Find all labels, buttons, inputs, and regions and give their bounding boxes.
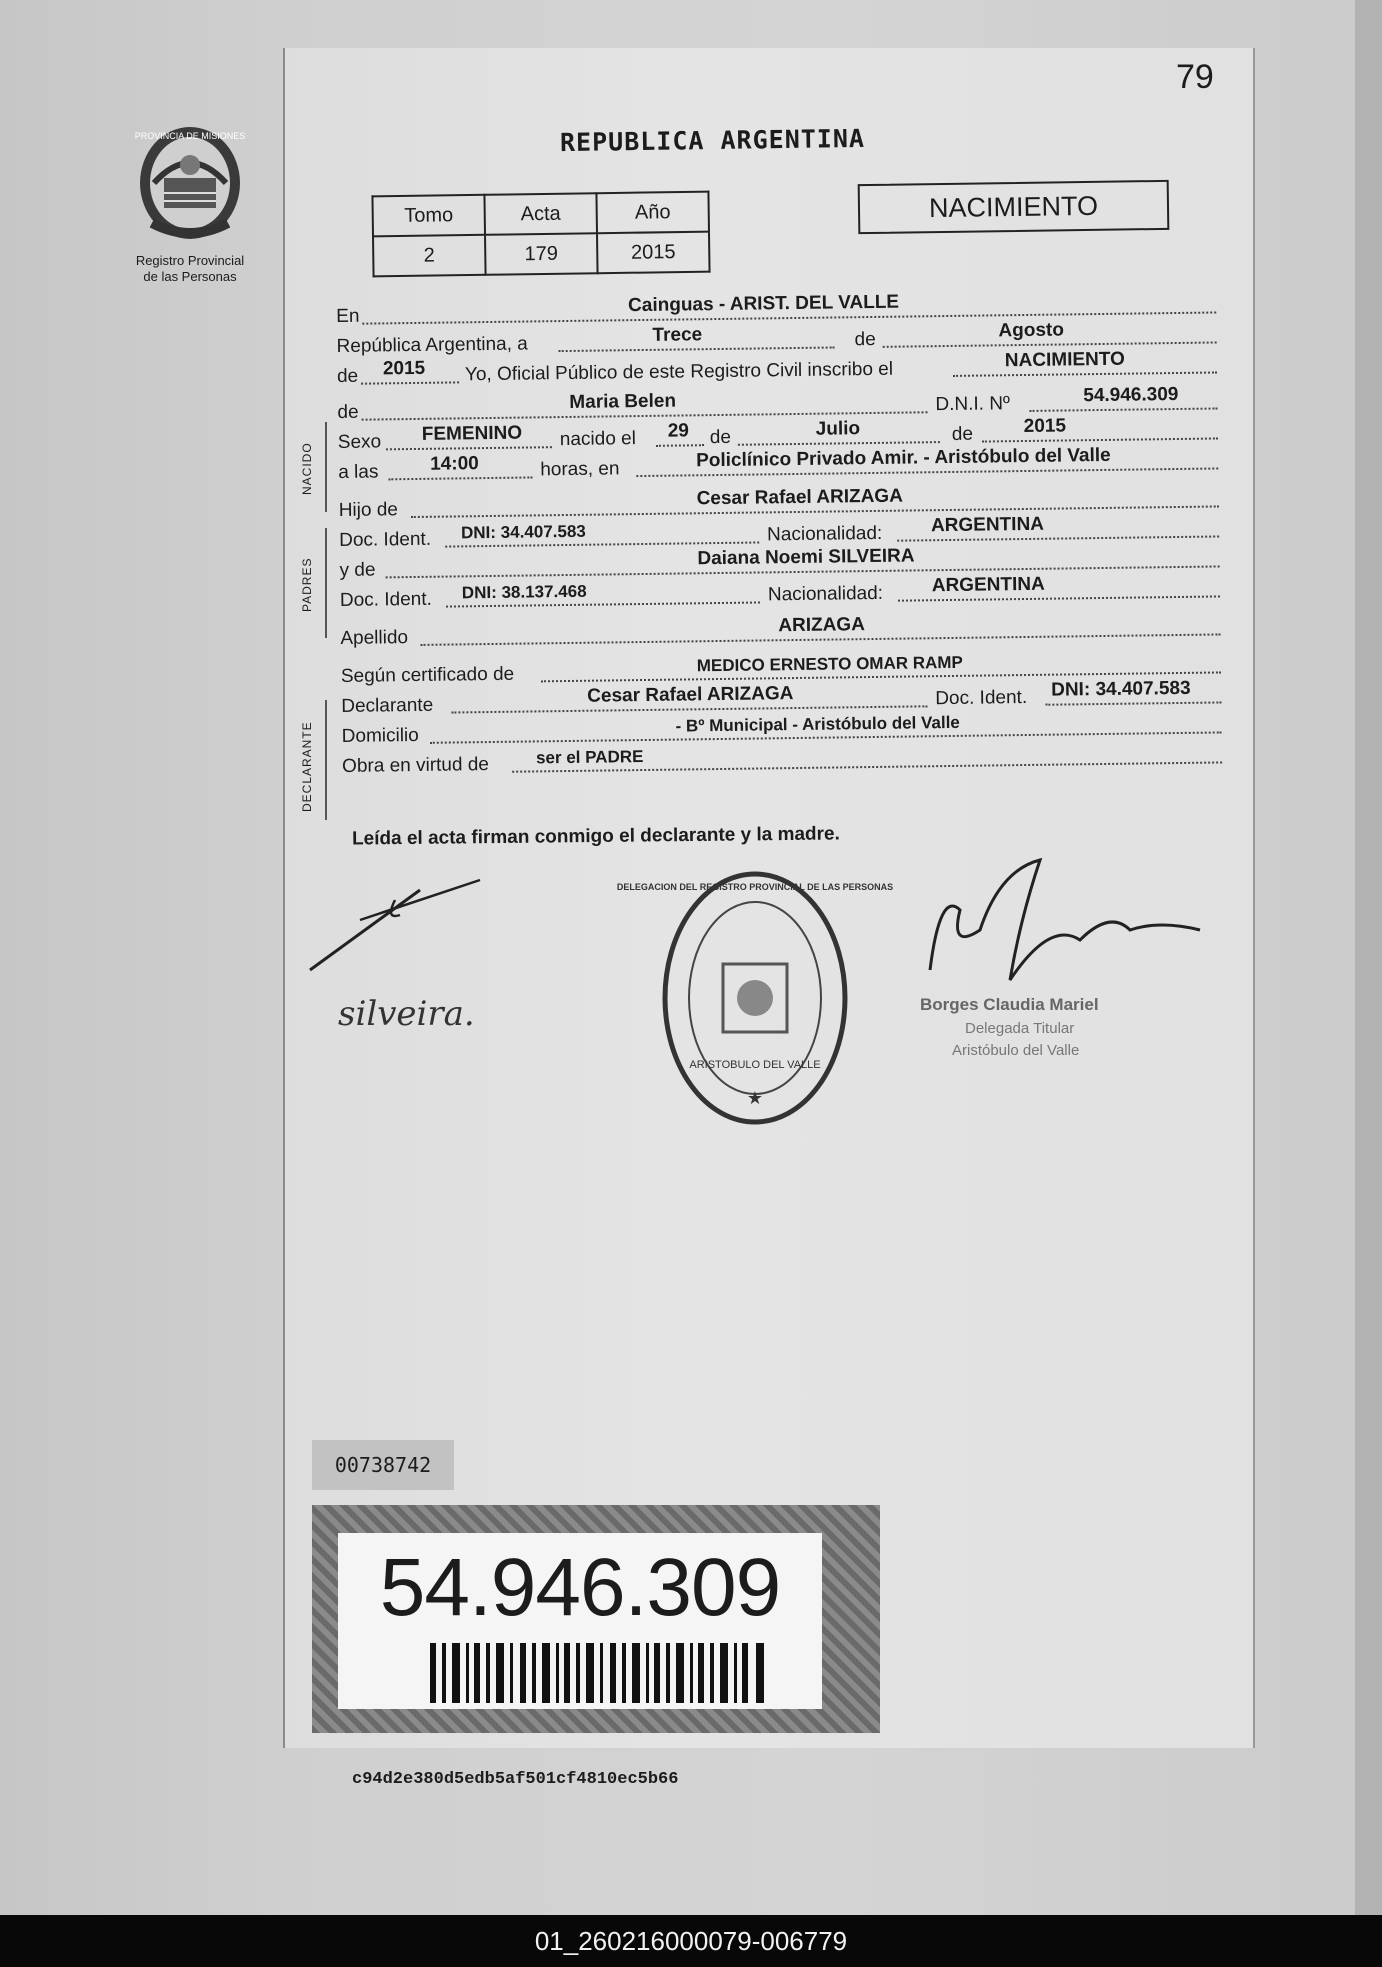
book-value-acta: 179: [485, 233, 598, 275]
month-value: Agosto: [998, 319, 1065, 342]
book-value-ano: 2015: [597, 232, 710, 274]
apellido-label: Apellido: [340, 627, 409, 649]
stamp-outer-text: DELEGACION DEL REGISTRO PROVINCIAL DE LAS PERSONAS: [616, 882, 894, 892]
mother-doc-value: DNI: 38.137.468: [461, 581, 587, 603]
yde-label: y de: [339, 559, 376, 581]
security-sticker: [312, 1505, 880, 1733]
document-hash: c94d2e380d5edb5af501cf4810ec5b66: [352, 1770, 679, 1789]
republica-label: República Argentina, a: [336, 333, 528, 357]
parents-section-bar: [325, 528, 327, 638]
year-value: 2015: [382, 357, 426, 380]
book-header-ano: Año: [596, 192, 709, 234]
act-type-value: NACIMIENTO: [1004, 348, 1125, 372]
de-label: de: [854, 328, 876, 351]
mother-name-value: Daiana Noemi SILVEIRA: [697, 545, 915, 570]
hours-label: horas, en: [540, 458, 620, 481]
birth-place-value: Policlínico Privado Amir. - Aristóbulo del Valle: [695, 444, 1111, 472]
month-dots: [883, 341, 1217, 347]
declarant-section-label: DECLARANTE: [300, 721, 314, 812]
address-value: - Bº Municipal - Aristóbulo del Valle: [675, 712, 960, 736]
book-table: [371, 191, 710, 278]
book-table-value-row: [373, 232, 710, 277]
province-emblem-icon: [134, 123, 246, 245]
book-value-tomo: 2: [373, 235, 486, 277]
declarant-signature-icon: [300, 860, 500, 1050]
book-header-acta: Acta: [484, 193, 597, 235]
born-section-bar: [325, 422, 327, 512]
day-words-value: Trece: [652, 324, 703, 346]
page-number: 79: [1176, 58, 1214, 96]
official-name: Borges Claudia Mariel: [920, 995, 1099, 1014]
book-header-tomo: Tomo: [372, 195, 485, 237]
form-line-surname: [340, 610, 1224, 652]
birth-month-value: Julio: [815, 418, 861, 440]
birth-time-value: 14:00: [430, 453, 479, 475]
declarant-doc-dots: [1045, 701, 1221, 705]
born-section-label: NACIDO: [300, 442, 314, 495]
acting-as-value: ser el PADRE: [535, 747, 644, 768]
father-name-value: Cesar Rafael ARIZAGA: [696, 485, 904, 510]
de3-label: de: [709, 426, 732, 449]
father-doc-value: DNI: 34.407.583: [460, 521, 586, 543]
mother-signature-text: silveira.: [338, 994, 475, 1034]
birth-day-value: 29: [667, 420, 690, 442]
sticker-number: 54.946.309: [379, 1542, 781, 1633]
closing-statement: Leída el acta firman conmigo el declarante y la madre.: [351, 823, 840, 850]
surname-value: ARIZAGA: [778, 614, 865, 637]
born-label: nacido el: [559, 428, 637, 451]
birth-year-value: 2015: [1023, 415, 1067, 438]
father-nationality-value: ARGENTINA: [930, 513, 1045, 537]
de4-label: de: [951, 423, 974, 445]
father-nat-label: Nacionalidad:: [766, 522, 883, 546]
parents-section-label: PADRES: [300, 557, 314, 612]
father-doc-label: Doc. Ident.: [339, 528, 432, 551]
declarant-name-value: Cesar Rafael ARIZAGA: [587, 683, 794, 707]
mother-nationality-value: ARGENTINA: [931, 573, 1045, 597]
birth-day-dots: [656, 444, 704, 447]
svg-text:★: ★: [746, 1088, 764, 1108]
emblem-caption: [118, 253, 262, 285]
stamp-inner-text: ARISTOBULO DEL VALLE: [689, 1059, 821, 1071]
dni-label: D.N.I. Nº: [935, 393, 1011, 416]
emblem-caption-line2: de las Personas: [143, 269, 237, 284]
child-dni-value: 54.946.309: [1083, 383, 1179, 407]
sticker-label: [338, 1533, 822, 1709]
obra-label: Obra en virtud de: [341, 754, 490, 777]
official-role: Delegada Titular: [965, 1020, 1075, 1037]
year-de-label: de: [336, 365, 359, 387]
mother-doc-label: Doc. Ident.: [339, 588, 432, 611]
country-title: REPUBLICA ARGENTINA: [559, 123, 866, 158]
emblem-seal-text: PROVINCIA DE MISIONES: [134, 131, 246, 141]
birth-month-dots: [738, 441, 940, 446]
dni-dots: [1029, 407, 1217, 411]
declarant-section-bar: [325, 700, 327, 820]
barcode-icon: [430, 1643, 770, 1703]
sex-dots: [386, 446, 552, 450]
day-dots: [559, 346, 835, 352]
declarante-label: Declarante: [341, 694, 434, 717]
domicilio-label: Domicilio: [341, 724, 419, 747]
record-type-box: NACIMIENTO: [858, 180, 1170, 234]
official-text: Yo, Oficial Público de este Registro Civil inscribo el: [464, 358, 894, 386]
birth-record-form: [336, 288, 1226, 780]
book-table-header-row: [372, 192, 709, 237]
registry-stamp-icon: [616, 868, 894, 1128]
official-signature-icon: [910, 850, 1210, 1000]
cert-label: Según certificado de: [340, 663, 515, 687]
year-dots: [361, 381, 459, 384]
sexo-label: Sexo: [337, 431, 382, 453]
declarant-doc-label: Doc. Ident.: [935, 686, 1028, 710]
time-label: a las: [338, 461, 379, 483]
place-value: Cainguas - ARIST. DEL VALLE: [627, 291, 900, 317]
birth-year-dots: [982, 437, 1218, 442]
sex-value: FEMENINO: [421, 422, 523, 445]
certificate-by-value: MEDICO ERNESTO OMAR RAMP: [696, 652, 963, 676]
declarant-doc-value: DNI: 34.407.583: [1051, 677, 1191, 701]
name-de-label: de: [337, 401, 359, 423]
emblem-caption-line1: Registro Provincial: [135, 253, 245, 268]
act-dots: [953, 371, 1217, 376]
mother-nat-label: Nacionalidad:: [767, 582, 884, 606]
time-dots: [388, 476, 532, 480]
scan-edge: [1355, 0, 1382, 1915]
footer-id: 01_260216000079-006779: [0, 1915, 1382, 1967]
en-label: En: [336, 305, 360, 327]
child-name-value: Maria Belen: [569, 390, 677, 413]
hijo-label: Hijo de: [338, 499, 399, 521]
official-place: Aristóbulo del Valle: [952, 1042, 1080, 1059]
serial-number: 00738742: [312, 1440, 454, 1490]
